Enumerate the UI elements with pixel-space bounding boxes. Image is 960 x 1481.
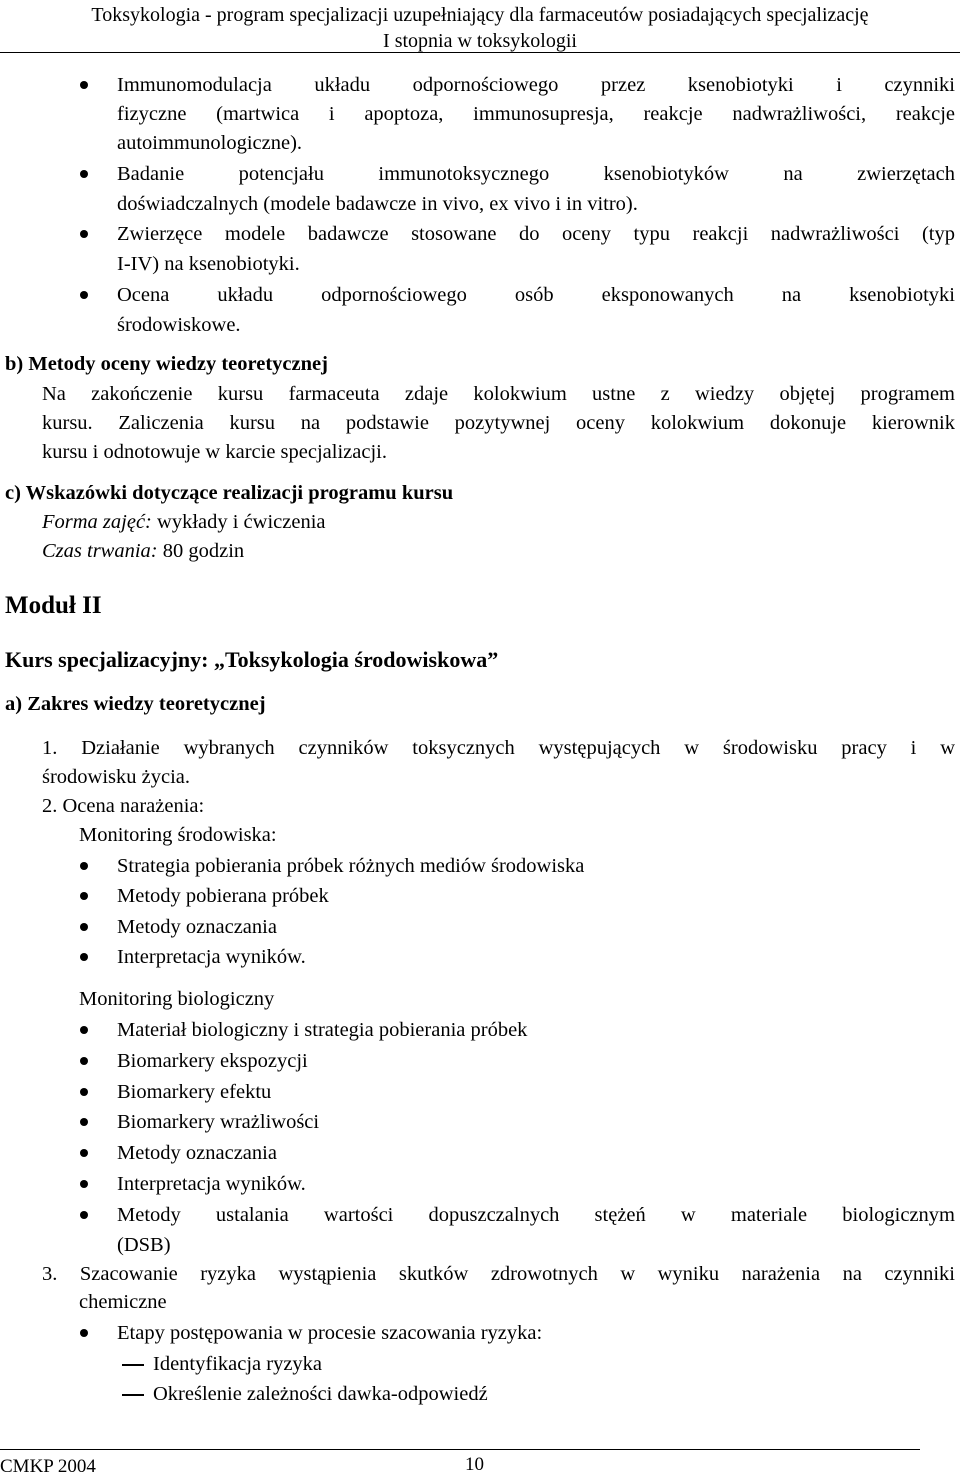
list-item-line: Immunomodulacja układu odpornościowego przez ksenobiotyki i czynniki bbox=[117, 74, 955, 96]
list-item-line: Zwierzęce modele badawcze stosowane do oceny typu reakcji nadwrażliwości (typ bbox=[117, 223, 955, 245]
list-item-line: Ocena układu odpornościowego osób eksponowanych na ksenobiotyki bbox=[117, 284, 955, 306]
list-item-line: doświadczalnych (modele badawcze in vivo, ex vivo i in vitro). bbox=[117, 193, 638, 215]
header-line-2: I stopnia w toksykologii bbox=[383, 30, 577, 52]
section-heading-c: c) Wskazówki dotyczące realizacji programu kursu bbox=[5, 482, 454, 504]
list-item: Biomarkery ekspozycji bbox=[117, 1050, 308, 1072]
numbered-item-line: 3. Szacowanie ryzyka wystąpienia skutków zdrowotnych w wyniku narażenia na czynniki bbox=[42, 1263, 955, 1285]
list-item-line: I-IV) na ksenobiotyki. bbox=[117, 253, 300, 275]
header-line-1: Toksykologia - program specjalizacji uzupełniający dla farmaceutów posiadających specjalizację bbox=[91, 4, 869, 26]
course-duration-label: Czas trwania: bbox=[42, 540, 158, 562]
section-heading-a: a) Zakres wiedzy teoretycznej bbox=[5, 693, 266, 715]
paragraph-line: Na zakończenie kursu farmaceuta zdaje kolokwium ustne z wiedzy objętej programem bbox=[42, 383, 955, 405]
numbered-item-line: 1. Działanie wybranych czynników toksycznych występujących w środowisku pracy i w bbox=[42, 737, 955, 759]
course-duration bbox=[42, 537, 244, 566]
list-item-line: środowiskowe. bbox=[117, 314, 241, 336]
paragraph-line: kursu. Zaliczenia kursu na podstawie pozytywnej oceny kolokwium dokonuje kierownik bbox=[42, 412, 955, 434]
numbered-item-line: chemiczne bbox=[79, 1291, 167, 1313]
list-item: Biomarkery wrażliwości bbox=[117, 1111, 320, 1133]
list-item-line: fizyczne (martwica i apoptoza, immunosupresja, reakcje nadwrażliwości, reakcje bbox=[117, 103, 955, 125]
module-title: Moduł II bbox=[5, 592, 102, 619]
list-item: Interpretacja wyników. bbox=[117, 1173, 306, 1195]
page-number: 10 bbox=[465, 1454, 484, 1475]
course-form-value: wykłady i ćwiczenia bbox=[151, 511, 326, 533]
sub-list-item: Określenie zależności dawka-odpowiedź bbox=[153, 1383, 488, 1405]
footer-divider bbox=[0, 1449, 920, 1450]
paragraph-line: kursu i odnotowuje w karcie specjalizacji. bbox=[42, 441, 387, 463]
header-divider bbox=[0, 52, 960, 53]
list-item: Metody pobierana próbek bbox=[117, 885, 329, 907]
list-item: Metody oznaczania bbox=[117, 1142, 277, 1164]
list-item-line: Badanie potencjału immunotoksycznego ksenobiotyków na zwierzętach bbox=[117, 163, 955, 185]
list-item: Interpretacja wyników. bbox=[117, 946, 306, 968]
list-item-line: (DSB) bbox=[117, 1234, 171, 1256]
list-item-line: autoimmunologiczne). bbox=[117, 132, 303, 154]
subheading-monitoring-environment: Monitoring środowiska: bbox=[79, 824, 277, 846]
subheading-monitoring-biological: Monitoring biologiczny bbox=[79, 988, 275, 1010]
list-item: Strategia pobierania próbek różnych mediów środowiska bbox=[117, 855, 585, 877]
list-item: Biomarkery efektu bbox=[117, 1081, 272, 1103]
numbered-item-line: środowisku życia. bbox=[42, 766, 191, 788]
list-item: Materiał biologiczny i strategia pobierania próbek bbox=[117, 1019, 528, 1041]
numbered-item-label: 2. Ocena narażenia: bbox=[42, 795, 205, 817]
list-item-line: Metody ustalania wartości dopuszczalnych stężeń w materiale biologicznym bbox=[117, 1204, 955, 1226]
list-item: Etapy postępowania w procesie szacowania ryzyka: bbox=[117, 1322, 543, 1344]
page-header bbox=[0, 2, 960, 54]
sub-list-item: Identyfikacja ryzyka bbox=[153, 1353, 323, 1375]
course-title: Kurs specjalizacyjny: „Toksykologia środowiskowa” bbox=[5, 647, 499, 672]
course-form bbox=[42, 508, 326, 537]
course-duration-value: 80 godzin bbox=[157, 540, 245, 562]
section-heading-b: b) Metody oceny wiedzy teoretycznej bbox=[5, 353, 328, 375]
course-form-label: Forma zajęć: bbox=[42, 511, 152, 533]
list-item: Metody oznaczania bbox=[117, 916, 277, 938]
footer-label: CMKP 2004 bbox=[0, 1456, 96, 1477]
